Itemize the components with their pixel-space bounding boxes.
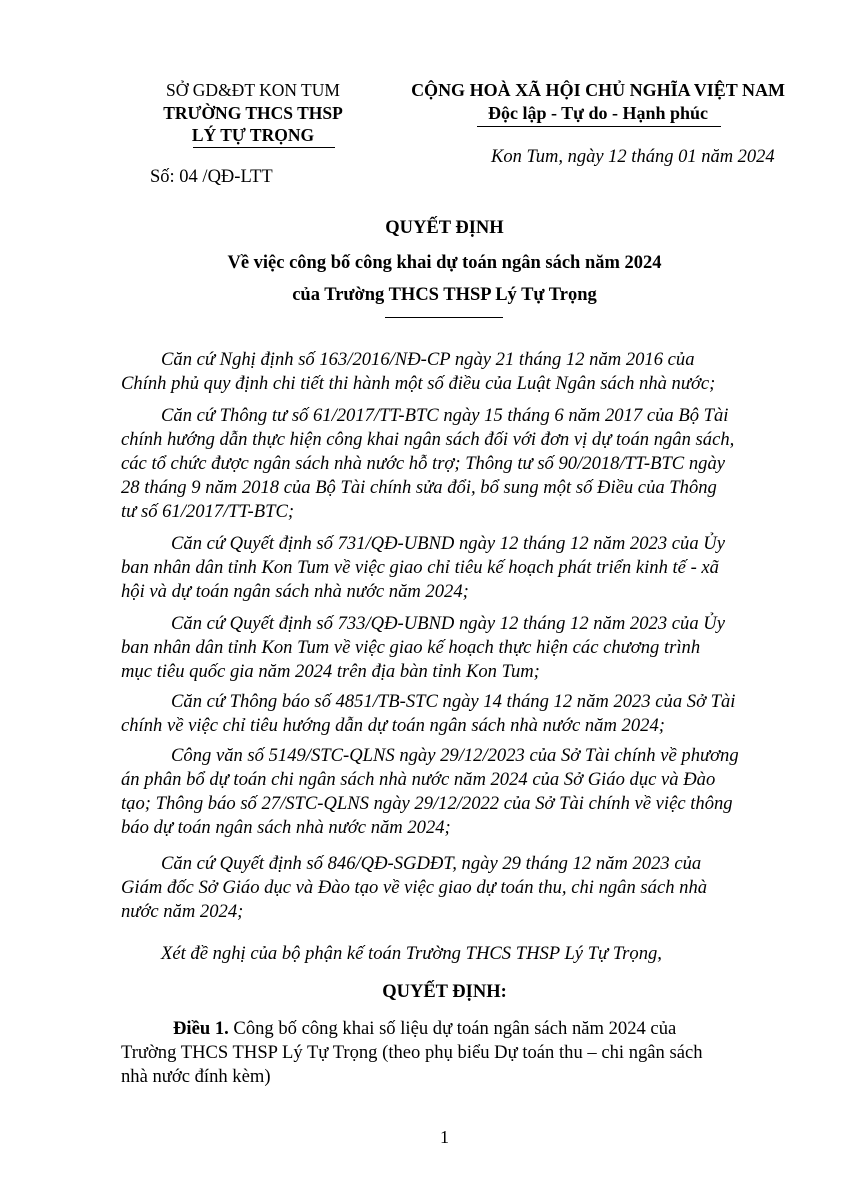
document-title: QUYẾT ĐỊNH — [385, 218, 504, 238]
preamble-line: mục tiêu quốc gia năm 2024 trên địa bàn tỉnh Kon Tum; — [121, 661, 540, 682]
issuer-underline — [193, 147, 335, 148]
preamble-line: báo dự toán ngân sách nhà nước năm 2024; — [121, 817, 451, 838]
preamble-line: các tổ chức được ngân sách nhà nước hỗ trợ; Thông tư số 90/2018/TT-BTC ngày — [121, 453, 726, 474]
preamble-line: Công văn số 5149/STC-QLNS ngày 29/12/2023 của Sở Tài chính về phương — [171, 745, 739, 766]
title-underline — [385, 317, 503, 318]
preamble-paragraph-6 — [121, 744, 769, 840]
preamble-line: án phân bổ dự toán chi ngân sách nhà nước năm 2024 của Sở Giáo dục và Đào — [121, 769, 716, 790]
place-date: Kon Tum, ngày 12 tháng 01 năm 2024 — [491, 147, 775, 167]
page-number: 1 — [440, 1127, 449, 1147]
document-subject-line1: Về việc công bố công khai dự toán ngân sách năm 2024 — [227, 253, 662, 273]
preamble-line: Căn cứ Thông báo số 4851/TB-STC ngày 14 tháng 12 năm 2023 của Sở Tài — [171, 691, 736, 712]
article-1-line-2: Trường THCS THSP Lý Tự Trọng (theo phụ biểu Dự toán thu – chi ngân sách — [121, 1042, 703, 1063]
preamble-paragraph-1 — [121, 348, 769, 396]
decision-heading: QUYẾT ĐỊNH: — [382, 982, 507, 1002]
preamble-line: nước năm 2024; — [121, 901, 244, 922]
preamble-line: tư số 61/2017/TT-BTC; — [121, 501, 295, 522]
article-1 — [121, 1017, 769, 1089]
preamble-paragraph-5 — [121, 690, 769, 738]
preamble-line: chính về việc chỉ tiêu hướng dẫn dự toán ngân sách nhà nước năm 2024; — [121, 715, 665, 736]
issuer-school-name: TRƯỜNG THCS THSP — [163, 103, 343, 123]
preamble-line: Căn cứ Quyết định số 731/QĐ-UBND ngày 12 tháng 12 năm 2023 của Ủy — [171, 533, 725, 554]
preamble-line: Căn cứ Quyết định số 733/QĐ-UBND ngày 12 tháng 12 năm 2023 của Ủy — [171, 613, 725, 634]
preamble-line: Căn cứ Thông tư số 61/2017/TT-BTC ngày 15 tháng 6 năm 2017 của Bộ Tài — [161, 405, 729, 426]
preamble-line: hội và dự toán ngân sách nhà nước năm 2024; — [121, 581, 469, 602]
preamble-paragraph-3 — [121, 532, 769, 604]
preamble-line: chính hướng dẫn thực hiện công khai ngân sách đối với đơn vị dự toán ngân sách, — [121, 429, 735, 450]
preamble-paragraph-7 — [121, 852, 769, 924]
article-1-text: Công bố công khai số liệu dự toán ngân sách năm 2024 của — [228, 1018, 677, 1039]
preamble-paragraph-2 — [121, 404, 769, 524]
document-subject-line2: của Trường THCS THSP Lý Tự Trọng — [292, 285, 597, 305]
preamble-line: Căn cứ Nghị định số 163/2016/NĐ-CP ngày 21 tháng 12 năm 2016 của — [161, 349, 695, 370]
preamble-paragraph-4 — [121, 612, 769, 684]
motto-underline — [477, 126, 721, 127]
preamble-line: Căn cứ Quyết định số 846/QĐ-SGDĐT, ngày 29 tháng 12 năm 2023 của — [161, 853, 702, 874]
preamble-line: tạo; Thông báo số 27/STC-QLNS ngày 29/12/2022 của Sở Tài chính về việc thông — [121, 793, 733, 814]
preamble-paragraph-8 — [121, 942, 769, 966]
preamble-line: Chính phủ quy định chi tiết thi hành một số điều của Luật Ngân sách nhà nước; — [121, 373, 716, 394]
document-number: Số: 04 /QĐ-LTT — [150, 167, 273, 187]
preamble-line: ban nhân dân tỉnh Kon Tum về việc giao chỉ tiêu kế hoạch phát triển kinh tế - xã — [121, 557, 719, 578]
preamble-line: 28 tháng 9 năm 2018 của Bộ Tài chính sửa đổi, bổ sung một số Điều của Thông — [121, 477, 717, 498]
article-1-line-1 — [121, 1017, 769, 1041]
national-title: CỘNG HOÀ XÃ HỘI CHỦ NGHĨA VIỆT NAM — [411, 80, 785, 100]
issuer-school-name-2: LÝ TỰ TRỌNG — [191, 125, 315, 145]
article-1-line-3: nhà nước đính kèm) — [121, 1066, 271, 1087]
preamble-line: Xét đề nghị của bộ phận kế toán Trường THCS THSP Lý Tự Trọng, — [161, 943, 662, 964]
article-1-label: Điều 1. — [173, 1018, 229, 1039]
preamble-line: ban nhân dân tỉnh Kon Tum về việc giao kế hoạch thực hiện các chương trình — [121, 637, 701, 658]
national-motto: Độc lập - Tự do - Hạnh phúc — [487, 103, 709, 123]
preamble-line: Giám đốc Sở Giáo dục và Đào tạo về việc giao dự toán thu, chi ngân sách nhà — [121, 877, 708, 898]
issuer-department: SỞ GD&ĐT KON TUM — [166, 80, 340, 100]
